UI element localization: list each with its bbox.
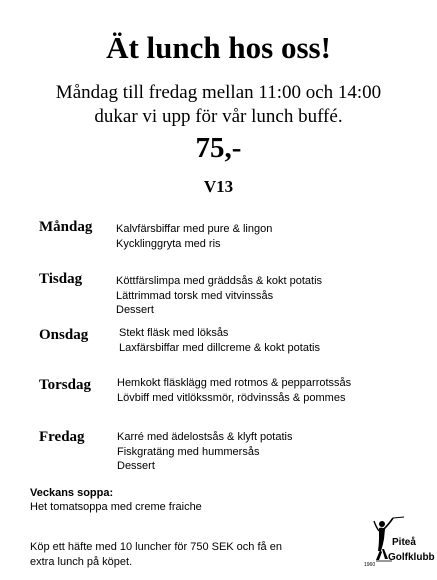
menu-item: Fiskgratäng med hummersås <box>117 445 260 458</box>
menu-item: Lättrimmad torsk med vitvinssås <box>116 289 274 302</box>
page-title: Ät lunch hos oss! <box>106 30 331 65</box>
menu-item: Kycklinggryta med ris <box>116 237 221 250</box>
logo-year: 1960 <box>364 562 376 568</box>
price: 75,- <box>195 132 242 164</box>
menu-items-friday <box>117 430 292 474</box>
hours-line: Måndag till fredag mellan 11:00 och 14:00 <box>55 82 382 103</box>
week-number: V13 <box>203 177 234 196</box>
logo-word-pitea: Piteå <box>392 537 416 548</box>
day-wednesday: Onsdag <box>39 327 89 343</box>
menu-item: Lövbiff med vitlökssmör, rödvinssås & pommes <box>117 391 346 404</box>
logo-word-golfklubb: Golfklubb <box>388 552 435 563</box>
promo-line: Köp ett häfte med 10 luncher för 750 SEK och få en <box>30 541 282 553</box>
promo-line: extra lunch på köpet. <box>30 555 133 568</box>
day-thursday: Torsdag <box>39 377 91 393</box>
promo-text <box>30 540 330 569</box>
soup-text: Het tomatsoppa med creme fraiche <box>30 501 202 513</box>
day-friday: Fredag <box>39 429 85 445</box>
menu-items-wednesday <box>119 326 320 355</box>
menu-item: Laxfärsbiffar med dillcreme & kokt potatis <box>119 341 320 354</box>
menu-items-monday <box>116 222 272 251</box>
menu-items-thursday <box>117 376 351 405</box>
buffet-line: dukar vi upp för vår lunch buffé. <box>94 106 343 127</box>
menu-item: Dessert <box>117 460 155 472</box>
menu-item: Hemkokt fläsklägg med rotmos & pepparrotssås <box>117 377 352 389</box>
menu-item: Karré med ädelostsås & klyft potatis <box>117 431 293 443</box>
menu-item: Dessert <box>116 304 154 316</box>
menu-item: Kalvfärsbiffar med pure & lingon <box>116 223 273 235</box>
menu-item: Stekt fläsk med löksås <box>119 327 229 339</box>
day-tuesday: Tisdag <box>39 271 83 287</box>
menu-items-tuesday <box>116 274 322 318</box>
soup-label: Veckans soppa: <box>30 487 114 499</box>
club-logo <box>362 515 435 573</box>
day-monday: Måndag <box>39 219 93 235</box>
menu-item: Köttfärslimpa med gräddsås & kokt potatis <box>116 275 323 287</box>
